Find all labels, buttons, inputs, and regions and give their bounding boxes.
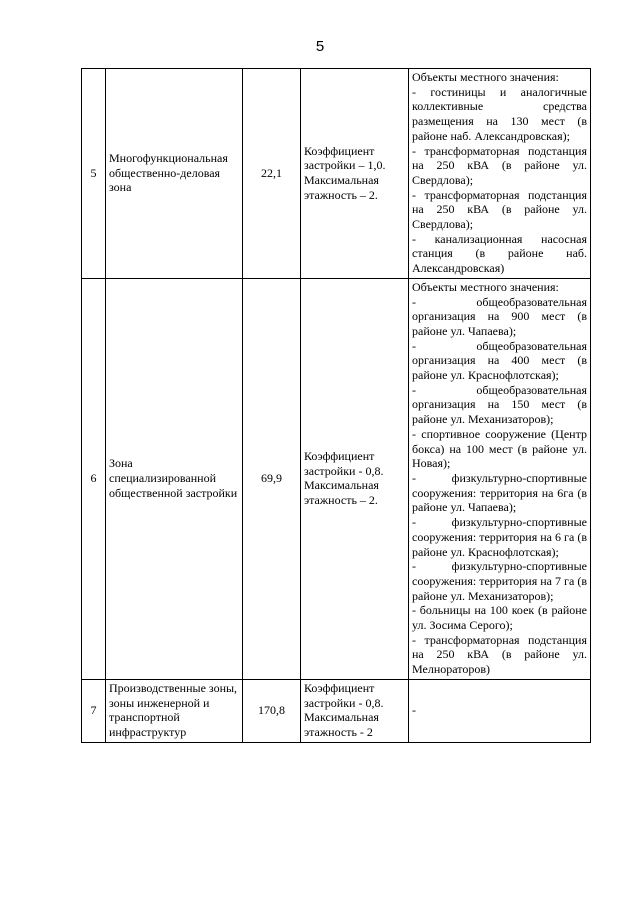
zone-objects [409,278,591,679]
object-item: - физкультурно-спортивные сооружения: территория на 6га (в районе ул. Чапаева); [412,470,587,515]
objects-title: Объекты местного значения: [412,70,559,84]
zone-area: 22,1 [243,69,301,279]
zone-name: Зона специализированной общественной застройки [106,278,243,679]
object-item: - общеобразовательная организация на 150 мест (в районе ул. Механизаторов); [412,382,587,427]
object-item: - больницы на 100 коек (в районе ул. Зосима Серого); [412,603,587,633]
zone-number: 6 [82,278,106,679]
object-item: - трансформаторная подстанция на 250 кВА (в районе ул. Свердлова); [412,143,587,187]
object-item: - физкультурно-спортивные сооружения: территория на 7 га (в районе ул. Механизаторов); [412,559,587,603]
zone-name: Многофункциональная общественно-деловая зона [106,69,243,279]
object-item: - канализационная насосная станция (в районе наб. Александровская) [412,231,587,276]
object-item: - трансформаторная подстанция на 250 кВА (в районе ул. Свердлова); [412,187,587,232]
zone-parameters: Коэффициент застройки - 0,8. Максимальная этажность - 2 [301,679,409,742]
object-item: - общеобразовательная организация на 400 мест (в районе ул. Краснофлотская); [412,338,587,383]
zone-parameters: Коэффициент застройки - 0,8. Максимальная этажность – 2. [301,278,409,679]
zone-area: 170,8 [243,679,301,742]
zone-objects [409,69,591,279]
zone-number: 7 [82,679,106,742]
object-item: - [412,702,416,717]
object-item: - спортивное сооружение (Центр бокса) на 100 мест (в районе ул. Новая); [412,426,587,471]
table-row [82,679,591,742]
objects-title: Объекты местного значения: [412,279,559,294]
object-item: - гостиницы и аналогичные коллективные средства размещения на 130 мест (в районе наб. Александровская); [412,84,587,143]
zone-name: Производственные зоны, зоны инженерной и транспортной инфраструктур [106,679,243,742]
table-row [82,69,591,279]
table-row [82,278,591,679]
zone-objects [409,679,591,742]
zone-parameters: Коэффициент застройки – 1,0. Максимальная этажность – 2. [301,69,409,279]
page-number: 5 [315,38,325,55]
zone-number: 5 [82,69,106,279]
zone-area: 69,9 [243,278,301,679]
object-item: - общеобразовательная организация на 900 мест (в районе ул. Чапаева); [412,294,587,338]
object-item: - трансформаторная подстанция на 250 кВА (в районе ул. Мелнораторов) [412,632,587,677]
object-item: - физкультурно-спортивные сооружения: территория на 6 га (в районе ул. Краснофлотская); [412,515,587,559]
zones-table [81,68,591,743]
